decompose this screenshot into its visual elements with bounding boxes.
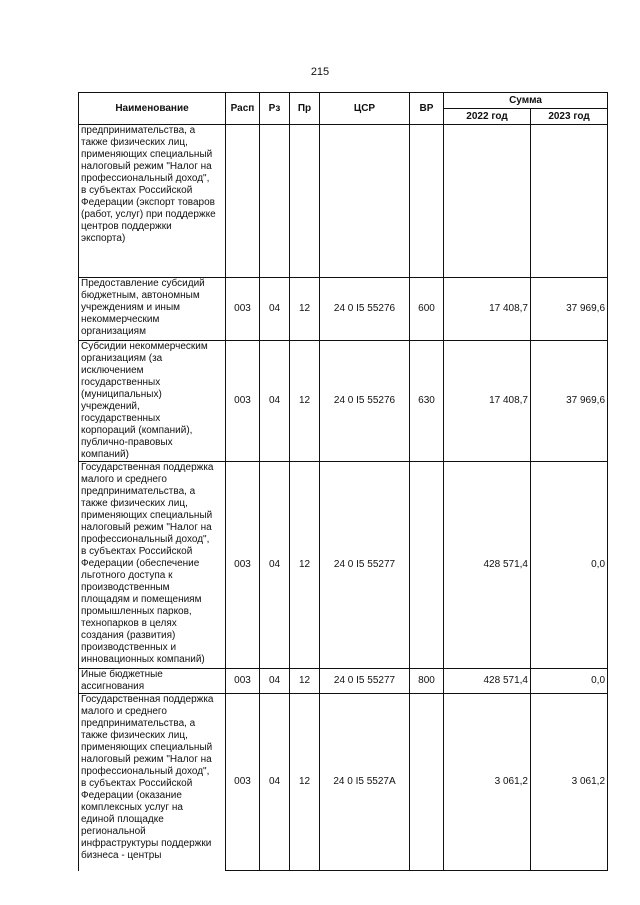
row-sum-2023: 37 969,6 (531, 341, 608, 462)
row-csr: 24 0 I5 55277 (320, 669, 410, 694)
row-csr: 24 0 I5 55276 (320, 278, 410, 341)
table-row (79, 694, 608, 871)
row-rasp (226, 125, 260, 278)
row-vr: 630 (410, 341, 444, 462)
row-pr: 12 (290, 341, 320, 462)
row-rasp: 003 (226, 462, 260, 669)
page-number: 215 (310, 66, 330, 78)
header-year-2022: 2022 год (444, 109, 531, 125)
row-sum-2022: 428 571,4 (444, 462, 531, 669)
row-name: предпринимательства, а также физических лиц, применяющих специальный налоговый режим "Налог на профессиональный доход", в субъектах Российской Федерации (экспорт товаров (работ, услуг) при поддержке центров поддержки экспорта) (79, 125, 226, 278)
header-pr: Пр (290, 93, 320, 125)
header-rz: Рз (260, 93, 290, 125)
header-year-2023: 2023 год (531, 109, 608, 125)
row-sum-2022 (444, 125, 531, 278)
header-vr: ВР (410, 93, 444, 125)
row-vr: 600 (410, 278, 444, 341)
row-vr (410, 462, 444, 669)
header-csr: ЦСР (320, 93, 410, 125)
row-vr: 800 (410, 669, 444, 694)
row-csr: 24 0 I5 55277 (320, 462, 410, 669)
row-rz: 04 (260, 278, 290, 341)
row-sum-2022: 3 061,2 (444, 694, 531, 871)
row-pr: 12 (290, 694, 320, 871)
row-rz: 04 (260, 462, 290, 669)
row-name: Предоставление субсидий бюджетным, автономным учреждениям и иным некоммерческим организациям (79, 278, 226, 341)
row-sum-2023: 3 061,2 (531, 694, 608, 871)
row-rasp: 003 (226, 694, 260, 871)
row-sum-2023: 37 969,6 (531, 278, 608, 341)
row-rz: 04 (260, 694, 290, 871)
table-header (79, 93, 608, 125)
row-sum-2022: 428 571,4 (444, 669, 531, 694)
row-sum-2023: 0,0 (531, 462, 608, 669)
table-row (79, 462, 608, 669)
row-pr (290, 125, 320, 278)
table-row (79, 341, 608, 462)
row-rz (260, 125, 290, 278)
row-sum-2023: 0,0 (531, 669, 608, 694)
budget-table (78, 92, 608, 871)
row-rasp: 003 (226, 341, 260, 462)
table-row (79, 278, 608, 341)
row-rasp: 003 (226, 669, 260, 694)
row-name: Государственная поддержка малого и среднего предпринимательства, а также физических лиц, применяющих специальный налоговый режим "Налог на профессиональный доход", в субъектах Российской Федерации (оказание комплексных услуг на единой площадке региональной инфраструктуры поддержки бизнеса - центры (79, 694, 226, 871)
row-name: Иные бюджетные ассигнования (79, 669, 226, 694)
row-rz: 04 (260, 341, 290, 462)
table-row (79, 669, 608, 694)
row-vr (410, 694, 444, 871)
row-sum-2023 (531, 125, 608, 278)
row-csr: 24 0 I5 55276 (320, 341, 410, 462)
table-row (79, 125, 608, 278)
row-pr: 12 (290, 278, 320, 341)
row-pr: 12 (290, 669, 320, 694)
row-sum-2022: 17 408,7 (444, 278, 531, 341)
row-name: Государственная поддержка малого и среднего предпринимательства, а также физических лиц, применяющих специальный налоговый режим "Налог на профессиональный доход", в субъектах Российской Федерации (обеспечение льготного доступа к производственным площадям и помещениям промышленных парков, технопарков в целях создания (развития) производственных и инновационных компаний) (79, 462, 226, 669)
row-sum-2022: 17 408,7 (444, 341, 531, 462)
row-csr: 24 0 I5 5527А (320, 694, 410, 871)
row-vr (410, 125, 444, 278)
row-name: Субсидии некоммерческим организациям (за исключением государственных (муниципальных) учреждений, государственных корпораций (компаний), публично-правовых компаний) (79, 341, 226, 462)
header-sum: Сумма (444, 93, 608, 109)
header-rasp: Расп (226, 93, 260, 125)
row-rasp: 003 (226, 278, 260, 341)
header-name: Наименование (79, 93, 226, 125)
row-rz: 04 (260, 669, 290, 694)
row-pr: 12 (290, 462, 320, 669)
row-csr (320, 125, 410, 278)
